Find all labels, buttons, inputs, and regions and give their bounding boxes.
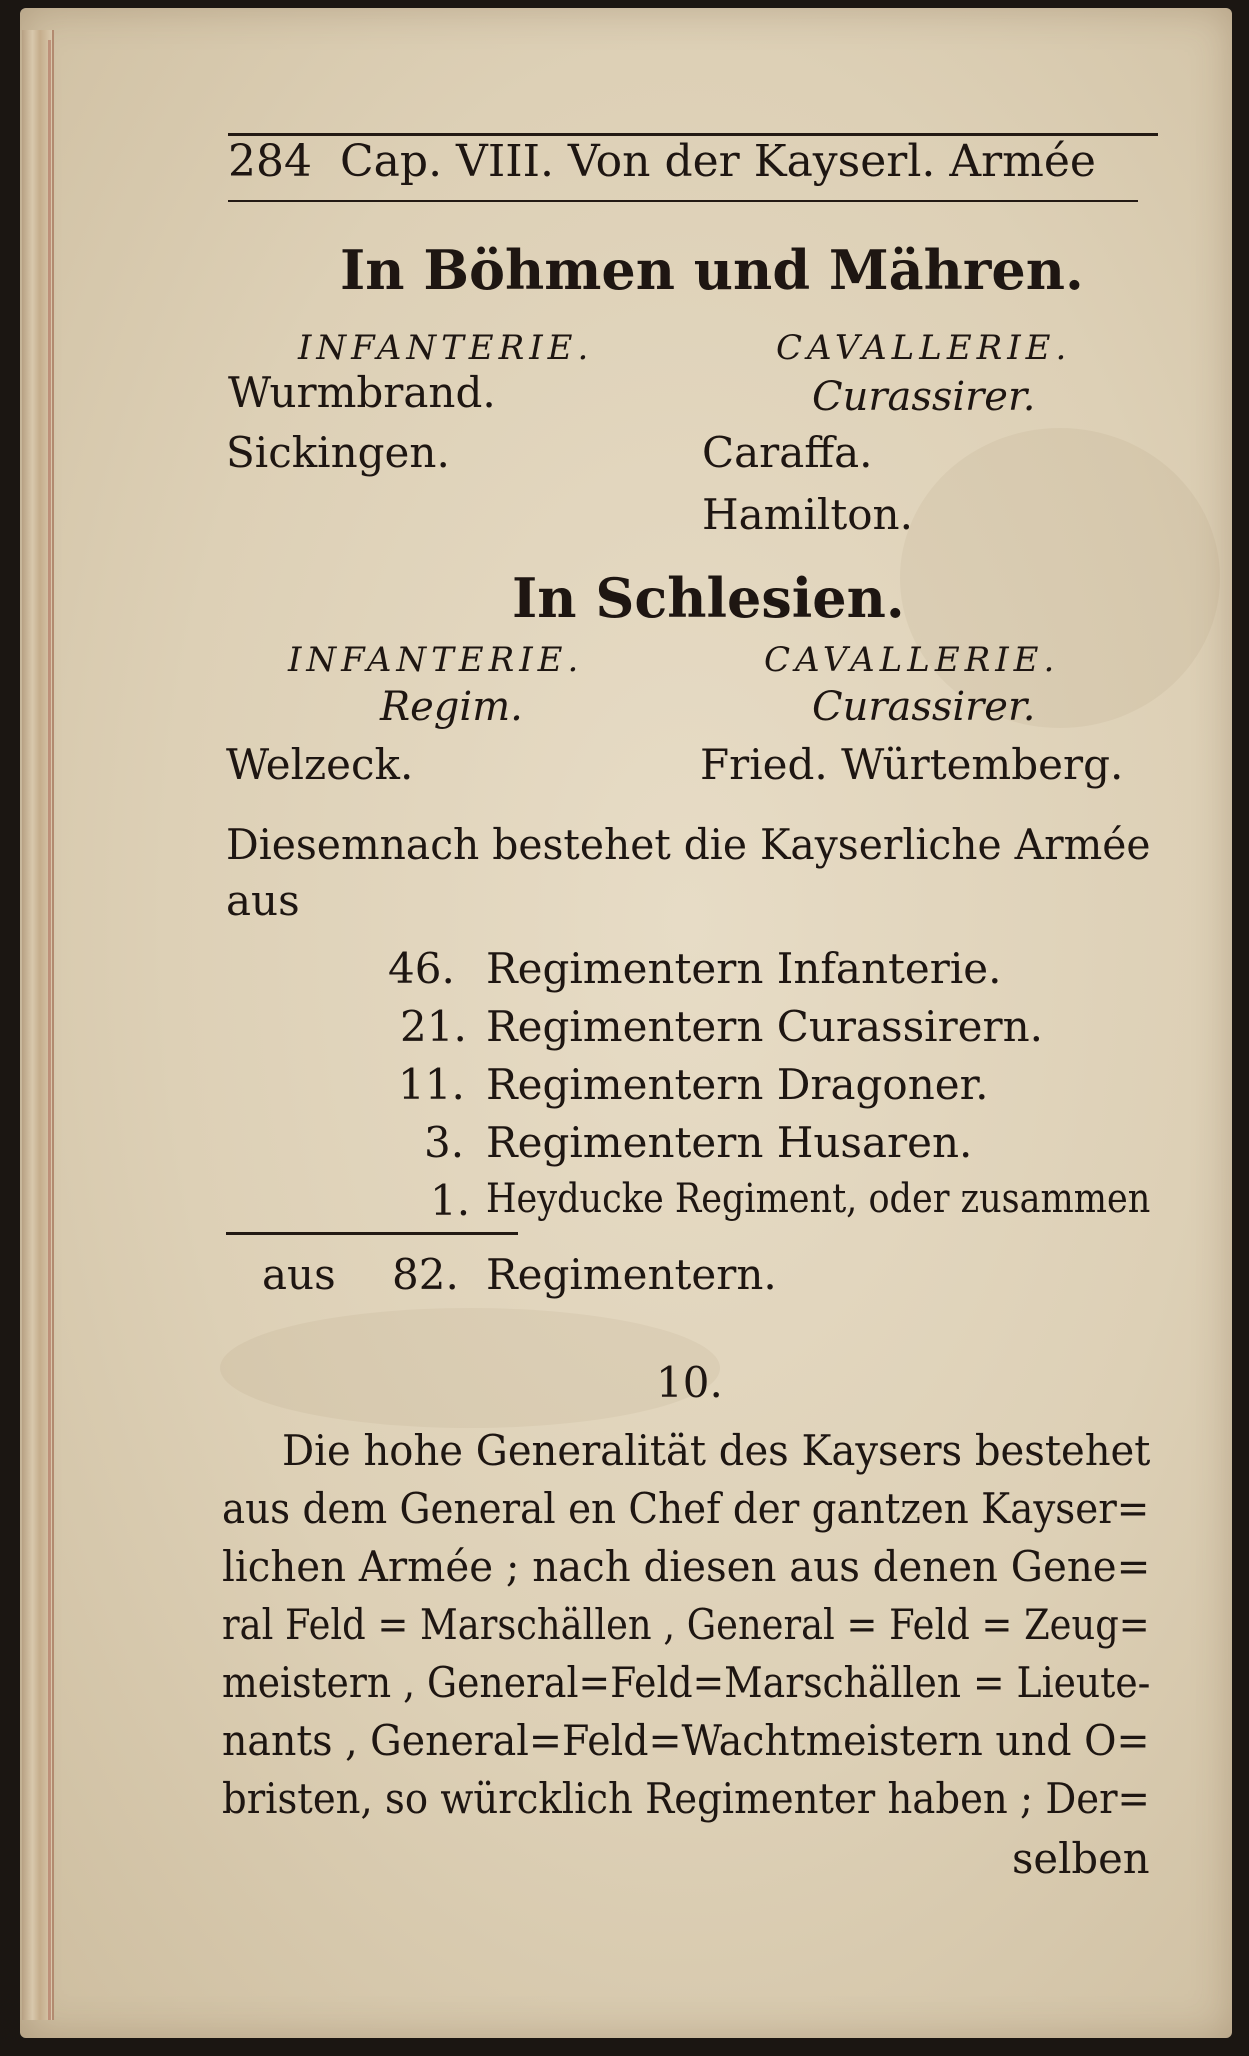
summary-row-text: Regimentern Husaren. (486, 1118, 973, 1167)
summary-count: 3. (424, 1118, 465, 1167)
summary-row-text: Regimentern Curassirern. (486, 1002, 1043, 1051)
bohemia-cavalry-item: Caraffa. (702, 428, 873, 477)
summary-row-text: Heyducke Regiment, oder zusammen (486, 1176, 1151, 1222)
section-heading-silesia: In Schlesien. (512, 566, 905, 630)
summary-total-prefix: aus (262, 1250, 336, 1299)
paragraph-line: ral Feld = Marschällen , General = Feld = Zeug= (222, 1600, 1150, 1649)
bohemia-infantry-item: Sickingen. (226, 428, 450, 477)
header-rule-bottom (228, 200, 1138, 202)
bohemia-infantry-heading: INFANTERIE. (298, 328, 594, 368)
summary-count: 46. (388, 944, 455, 993)
paper-stain (220, 1308, 720, 1428)
running-head: Cap. VIII. Von der Kayserl. Armée (340, 136, 1096, 187)
catchword: selben (1012, 1834, 1150, 1883)
summary-intro-continued: aus (226, 876, 300, 925)
bohemia-cavalry-heading: CAVALLERIE. (776, 328, 1072, 368)
summary-total-text: Regimentern. (486, 1250, 777, 1299)
silesia-cavalry-heading: CAVALLERIE. (764, 640, 1060, 680)
paragraph-number: 10. (656, 1358, 723, 1407)
page-number: 284 (228, 136, 312, 187)
silesia-cavalry-subheading: Curassirer. (812, 684, 1036, 730)
silesia-infantry-subheading: Regim. (380, 684, 523, 730)
summary-row-text: Regimentern Dragoner. (486, 1060, 989, 1109)
summary-intro: Diesemnach bestehet die Kayserliche Armée (226, 820, 1151, 869)
bohemia-cavalry-item: Hamilton. (702, 490, 913, 539)
paragraph-line: nants , General=Feld=Wachtmeistern und O= (222, 1716, 1150, 1765)
silesia-infantry-heading: INFANTERIE. (288, 640, 584, 680)
bohemia-cavalry-subheading: Curassirer. (812, 374, 1036, 420)
paper-stain (900, 428, 1220, 728)
section-heading-bohemia: In Böhmen und Mähren. (340, 238, 1084, 302)
paragraph-line: meistern , General=Feld=Marschällen = Lieute- (222, 1658, 1151, 1707)
summary-count: 11. (398, 1060, 465, 1109)
silesia-infantry-item: Welzeck. (226, 740, 414, 789)
summary-row-text: Regimentern Infanterie. (486, 944, 1002, 993)
paragraph-line: aus dem General en Chef der gantzen Kayser= (222, 1484, 1150, 1533)
summary-count: 1. (430, 1176, 471, 1225)
sum-rule (226, 1232, 518, 1235)
paragraph-line: Die hohe Generalität des Kaysers bestehet (282, 1426, 1151, 1475)
page-edge-line (48, 40, 51, 2020)
silesia-cavalry-item: Fried. Würtemberg. (700, 740, 1124, 789)
paragraph-line: lichen Armée ; nach diesen aus denen Gene= (222, 1542, 1151, 1591)
bohemia-infantry-item: Wurmbrand. (228, 368, 496, 417)
summary-total-count: 82. (392, 1250, 459, 1299)
summary-count: 21. (400, 1002, 467, 1051)
paragraph-line: bristen, so würcklich Regimenter haben ; Der= (222, 1774, 1150, 1823)
